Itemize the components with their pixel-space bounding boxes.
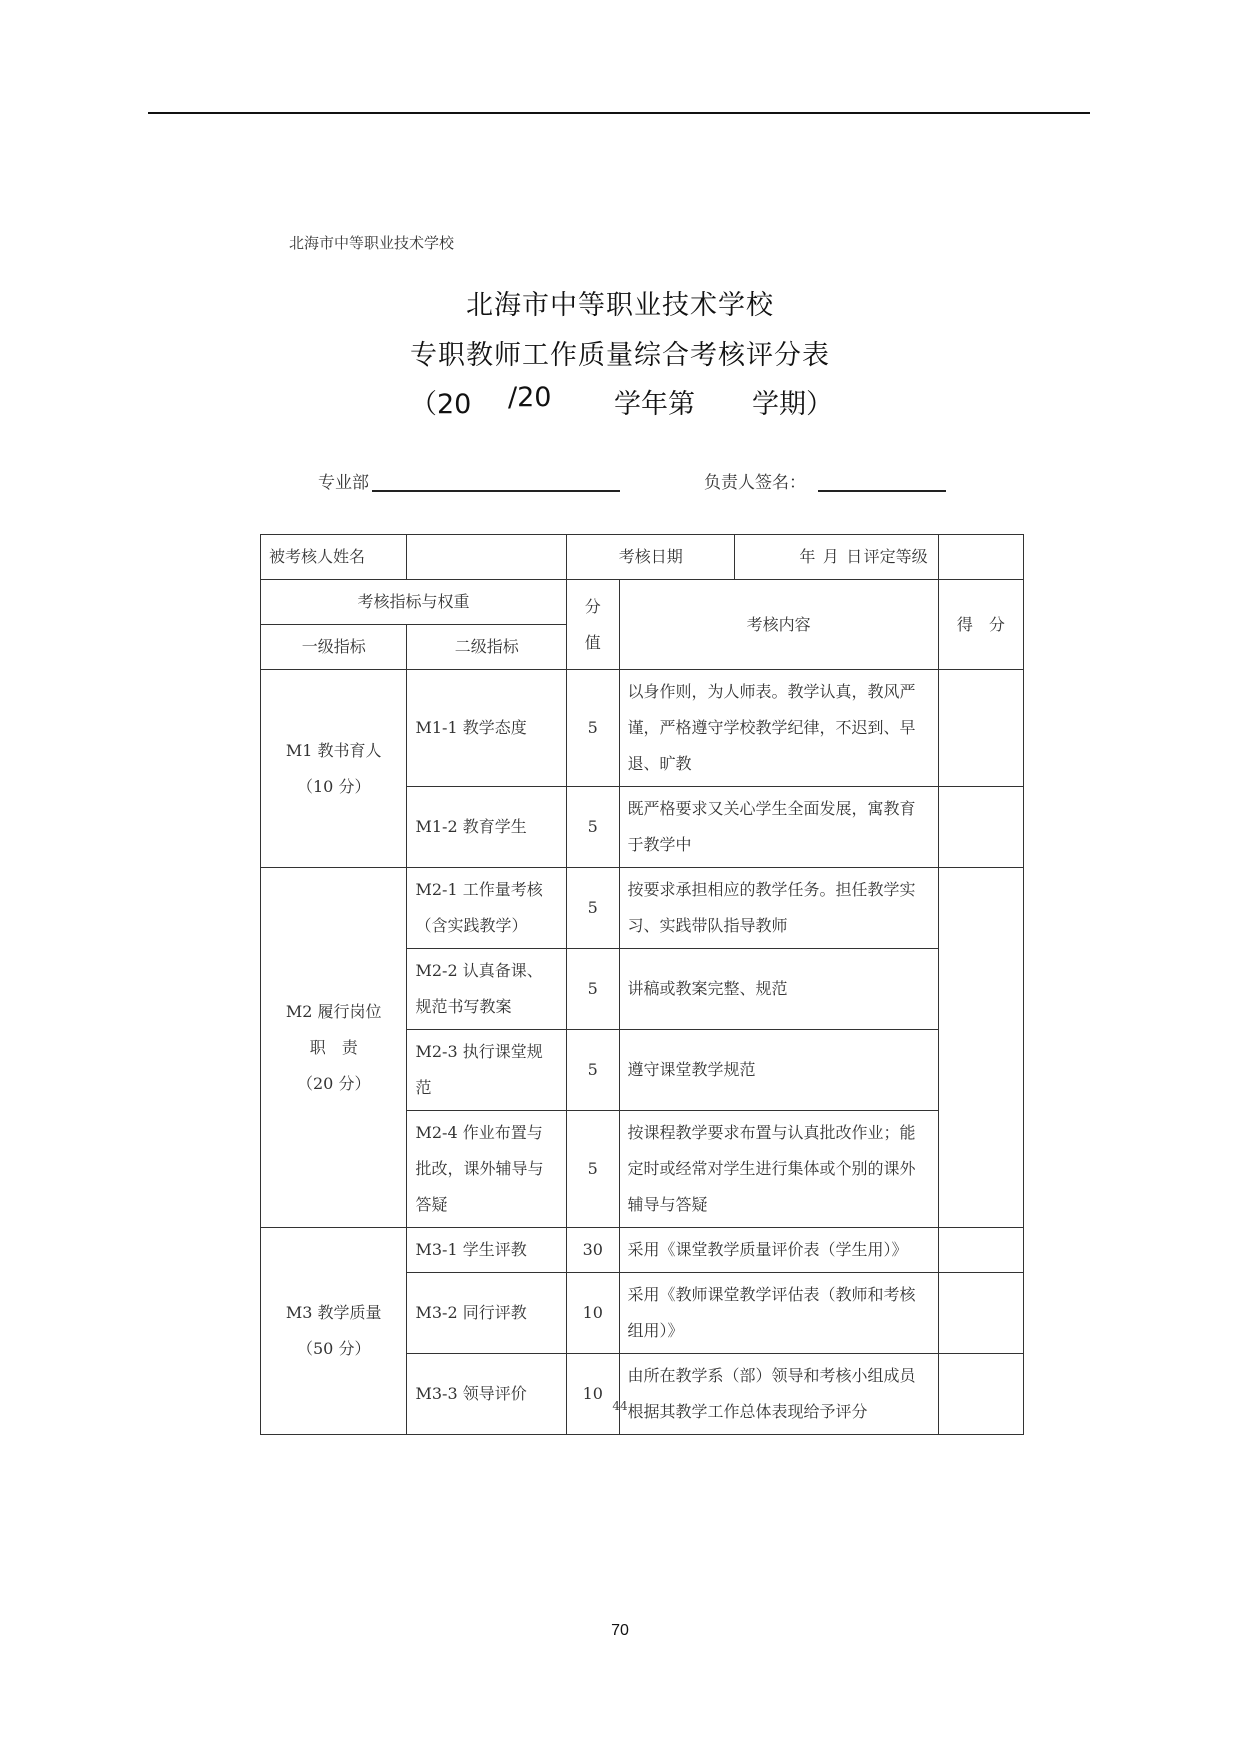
m2-4-content: 按课程教学要求布置与认真批改作业；能定时或经常对学生进行集体或个别的课外辅导与答疑 — [619, 1111, 938, 1228]
date-label: 考核日期 — [567, 535, 735, 580]
m2-4-name: M2-4 作业布置与批改，课外辅导与答疑 — [407, 1111, 567, 1228]
m1-1-name: M1-1 教学态度 — [407, 670, 567, 787]
title-school: 北海市中等职业技术学校 — [466, 290, 774, 321]
m3-3-content: 由所在教学系（部）领导和考核小组成员根据其教学工作总体表现给予评分 — [619, 1354, 938, 1435]
m3-label: M3 教学质量 （50 分） — [261, 1228, 407, 1435]
m1-2-content: 既严格要求又关心学生全面发展，寓教育于教学中 — [619, 787, 938, 868]
name-field[interactable] — [407, 535, 567, 580]
m3-2-content: 采用《教师课堂教学评估表（教师和考核组用）》 — [619, 1273, 938, 1354]
m3-3-name: M3-3 领导评价 — [407, 1354, 567, 1435]
m1-2-name: M1-2 教育学生 — [407, 787, 567, 868]
assessment-table — [260, 534, 1024, 1435]
m2-1-value: 5 — [567, 868, 619, 949]
department-field[interactable] — [372, 490, 620, 492]
semester-term: 学期） — [752, 389, 833, 420]
level1-header: 一级指标 — [261, 625, 407, 670]
date-year: 年 — [799, 547, 816, 566]
department-label: 专业部 — [318, 473, 369, 493]
m3-2-name: M3-2 同行评教 — [407, 1273, 567, 1354]
page-number: 70 — [611, 1622, 629, 1639]
semester-open: （20 — [410, 389, 472, 420]
m2-score-field[interactable] — [938, 868, 1023, 1228]
name-label: 被考核人姓名 — [261, 535, 407, 580]
content-header: 考核内容 — [619, 580, 938, 670]
table-row — [261, 868, 1024, 949]
m2-label: M2 履行岗位 职 责 （20 分） — [261, 868, 407, 1228]
signer-field[interactable] — [818, 490, 946, 492]
m2-2-name: M2-2 认真备课、规范书写教案 — [407, 949, 567, 1030]
m2-3-name: M2-3 执行课堂规范 — [407, 1030, 567, 1111]
grade-field[interactable] — [938, 535, 1023, 580]
m2-1-content: 按要求承担相应的教学任务。担任教学实习、实践带队指导教师 — [619, 868, 938, 949]
m1-2-value: 5 — [567, 787, 619, 868]
title-form: 专职教师工作质量综合考核评分表 — [410, 340, 830, 371]
m3-3-value: 10 — [567, 1354, 619, 1435]
table-row — [261, 535, 1024, 580]
table-row — [261, 670, 1024, 787]
m2-3-value: 5 — [567, 1030, 619, 1111]
level2-header: 二级指标 — [407, 625, 567, 670]
m3-1-score-field[interactable] — [938, 1228, 1023, 1273]
semester-slash: /20 — [508, 382, 552, 413]
date-month: 月 — [822, 547, 839, 566]
score-header: 得 分 — [938, 580, 1023, 670]
grade-label: 评定等级 — [863, 547, 928, 566]
inner-page-number: 44 — [612, 1399, 628, 1413]
table-row — [261, 1228, 1024, 1273]
m3-3-score-field[interactable] — [938, 1354, 1023, 1435]
m2-1-name: M2-1 工作量考核 （含实践教学） — [407, 868, 567, 949]
date-field[interactable] — [735, 535, 938, 580]
m3-1-value: 30 — [567, 1228, 619, 1273]
m2-2-content: 讲稿或教案完整、规范 — [619, 949, 938, 1030]
title-semester — [270, 382, 970, 418]
m3-1-content: 采用《课堂教学质量评价表（学生用）》 — [619, 1228, 938, 1273]
m1-2-score-field[interactable] — [938, 787, 1023, 868]
signer-label: 负责人签名： — [704, 473, 806, 493]
indicators-weight-header: 考核指标与权重 — [261, 580, 567, 625]
value-header: 分 值 — [567, 580, 619, 670]
m2-4-value: 5 — [567, 1111, 619, 1228]
m3-2-value: 10 — [567, 1273, 619, 1354]
date-day: 日 — [846, 547, 863, 566]
scan-header: 北海市中等职业技术学校 — [289, 234, 455, 252]
semester-year: 学年第 — [614, 389, 695, 420]
table-row — [261, 580, 1024, 625]
m2-3-content: 遵守课堂教学规范 — [619, 1030, 938, 1111]
m3-1-name: M3-1 学生评教 — [407, 1228, 567, 1273]
m1-1-content: 以身作则，为人师表。教学认真，教风严谨，严格遵守学校教学纪律，不迟到、早退、旷教 — [619, 670, 938, 787]
m2-2-value: 5 — [567, 949, 619, 1030]
m3-2-score-field[interactable] — [938, 1273, 1023, 1354]
top-rule — [148, 112, 1090, 114]
m1-label: M1 教书育人 （10 分） — [261, 670, 407, 868]
m1-1-value: 5 — [567, 670, 619, 787]
m1-1-score-field[interactable] — [938, 670, 1023, 787]
